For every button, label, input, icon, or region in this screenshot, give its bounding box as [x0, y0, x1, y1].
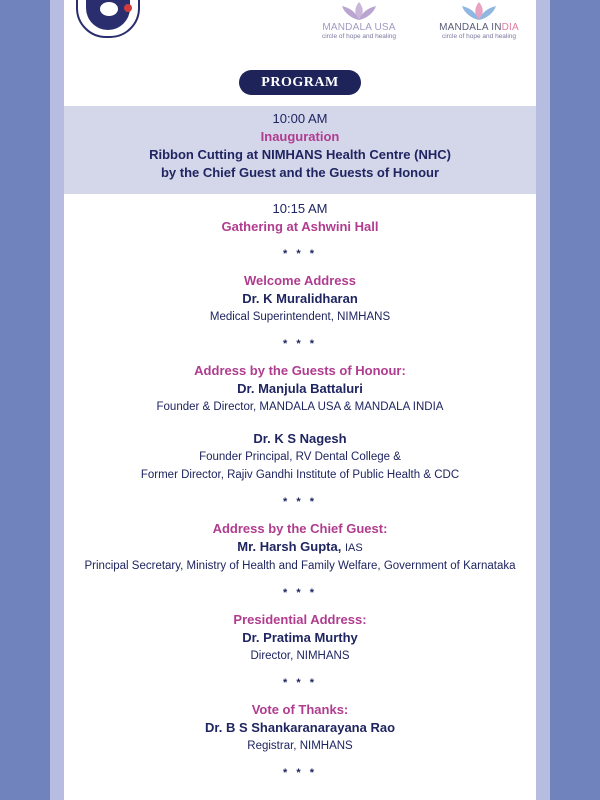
inauguration-line2: by the Chief Guest and the Guests of Honour: [160, 165, 440, 180]
mandala-usa-name: MANDALA USA: [322, 22, 396, 33]
presidential-speaker: Dr. Pratima Murthy: [242, 630, 358, 645]
guest2-role2: Former Director, Rajiv Gandhi Institute of Public Health & CDC: [140, 469, 460, 481]
gathering-time: 10:15 AM: [272, 201, 328, 216]
program-heading: PROGRAM: [239, 70, 361, 95]
welcome-title: Welcome Address: [244, 273, 356, 288]
separator: * * *: [283, 587, 317, 599]
program-sheet: [64, 0, 536, 800]
guest1-name: Dr. Manjula Battaluri: [237, 381, 363, 396]
mandala-india-tagline: circle of hope and healing: [441, 33, 517, 40]
welcome-role: Medical Superintendent, NIMHANS: [209, 311, 391, 323]
chief-guest-title: Address by the Chief Guest:: [212, 521, 388, 536]
thanks-title: Vote of Thanks:: [251, 702, 349, 717]
thanks-role: Registrar, NIMHANS: [247, 740, 353, 752]
program-schedule: [64, 110, 536, 781]
chief-guest-name-text: Mr. Harsh Gupta,: [237, 539, 342, 554]
guest2-role1: Founder Principal, RV Dental College &: [199, 451, 401, 463]
chief-guest-suffix: IAS: [344, 542, 363, 554]
separator: * * *: [283, 677, 317, 689]
nimhans-logo: [76, 0, 140, 38]
mandala-usa-logo: [304, 0, 414, 41]
mandala-india-name: [424, 22, 534, 33]
inauguration-line1: Ribbon Cutting at NIMHANS Health Centre (NHC): [149, 147, 451, 162]
guests-honour-title: Address by the Guests of Honour:: [194, 363, 406, 378]
inauguration-title: Inauguration: [260, 129, 340, 144]
guest1-role: Founder & Director, MANDALA USA & MANDALA INDIA: [156, 401, 444, 413]
inauguration-time: 10:00 AM: [272, 111, 328, 126]
chief-guest-role: Principal Secretary, Ministry of Health and Family Welfare, Government of Karnataka: [84, 560, 516, 572]
gathering-title: Gathering at Ashwini Hall: [221, 219, 379, 234]
mandala-india-logo: [424, 0, 534, 41]
guest2-name: Dr. K S Nagesh: [253, 431, 347, 446]
separator: * * *: [283, 338, 317, 350]
separator: * * *: [283, 496, 317, 508]
mandala-usa-tagline: circle of hope and healing: [321, 33, 397, 40]
thanks-speaker: Dr. B S Shankaranarayana Rao: [204, 720, 396, 735]
presidential-title: Presidential Address:: [233, 612, 367, 627]
separator: * * *: [283, 248, 317, 260]
chief-guest-name: [64, 538, 536, 557]
separator: * * *: [283, 767, 317, 779]
welcome-speaker: Dr. K Muralidharan: [242, 291, 358, 306]
presidential-role: Director, NIMHANS: [250, 650, 350, 662]
lotus-icon: [330, 0, 388, 22]
lotus-icon: [450, 0, 508, 22]
brand-name-accent: DIA: [501, 22, 519, 33]
brand-name-main: MANDALA IN: [439, 22, 502, 33]
